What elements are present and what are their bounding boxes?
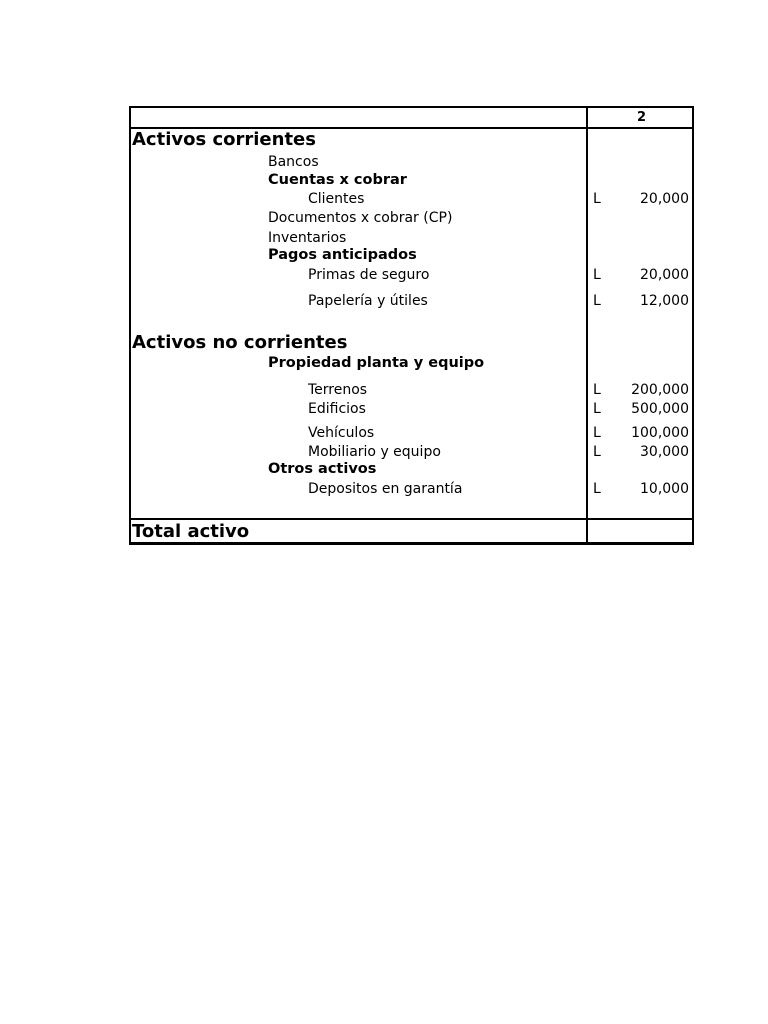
amount-terrenos: 200,000	[631, 382, 689, 398]
section-title-noncurrent: Activos no corrientes	[132, 332, 348, 353]
row-label-vehiculos: Vehículos	[308, 425, 375, 441]
row-label-clientes: Clientes	[308, 191, 365, 207]
currency-clientes: L	[593, 191, 601, 207]
column-number: 2	[636, 110, 647, 125]
currency-edificios: L	[593, 401, 601, 417]
currency-mobiliario: L	[593, 444, 601, 460]
row-label-inventarios: Inventarios	[268, 230, 347, 246]
row-label-pagos: Pagos anticipados	[268, 247, 417, 263]
row-label-otros: Otros activos	[268, 461, 377, 477]
row-label-primas: Primas de seguro	[308, 267, 430, 283]
currency-vehiculos: L	[593, 425, 601, 441]
amount-vehiculos: 100,000	[631, 425, 689, 441]
row-label-bancos: Bancos	[268, 154, 319, 170]
column-divider	[586, 108, 588, 542]
amount-edificios: 500,000	[631, 401, 689, 417]
section-title-total: Total activo	[132, 521, 250, 542]
currency-primas: L	[593, 267, 601, 283]
amount-clientes: 20,000	[640, 191, 689, 207]
amount-mobiliario: 30,000	[640, 444, 689, 460]
row-label-propiedad: Propiedad planta y equipo	[268, 355, 485, 371]
row-label-documentos: Documentos x cobrar (CP)	[268, 210, 453, 226]
row-label-terrenos: Terrenos	[308, 382, 368, 398]
amount-papeleria: 12,000	[640, 293, 689, 309]
row-label-depositos: Depositos en garantía	[308, 481, 463, 497]
amount-primas: 20,000	[640, 267, 689, 283]
row-label-mobiliario: Mobiliario y equipo	[308, 444, 441, 460]
row-label-edificios: Edificios	[308, 401, 366, 417]
row-label-cuentas: Cuentas x cobrar	[268, 172, 407, 188]
total-divider	[131, 518, 692, 520]
currency-depositos: L	[593, 481, 601, 497]
section-title-current: Activos corrientes	[132, 129, 316, 150]
currency-terrenos: L	[593, 382, 601, 398]
balance-sheet-table	[129, 106, 694, 545]
currency-papeleria: L	[593, 293, 601, 309]
row-label-papeleria: Papelería y útiles	[308, 293, 428, 309]
amount-depositos: 10,000	[640, 481, 689, 497]
